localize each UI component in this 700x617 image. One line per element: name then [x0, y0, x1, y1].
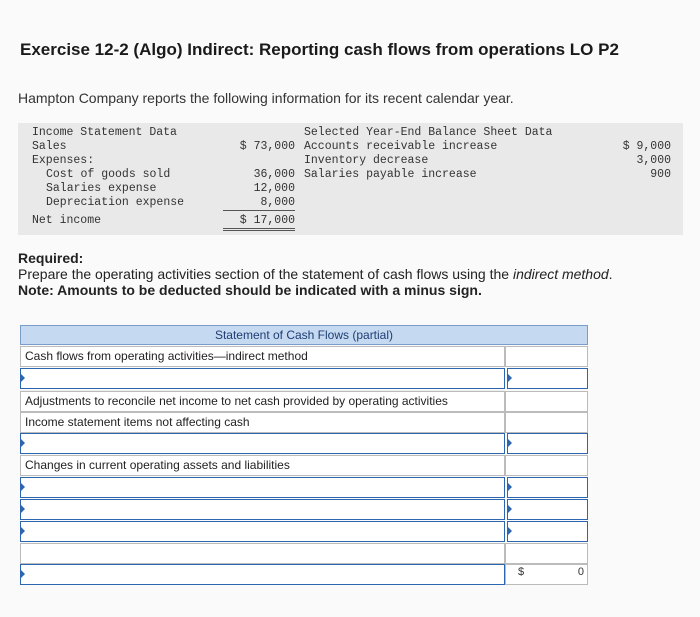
cfo-amount-cell: [505, 346, 588, 367]
dropdown-arrow-icon: [507, 504, 512, 514]
form-row-adjust: [20, 391, 588, 412]
inventory-label: Inventory decrease: [304, 154, 429, 167]
form-row-2: [20, 433, 588, 454]
form-row-noncash: [20, 412, 588, 433]
required-text-after: .: [608, 266, 613, 282]
salaries-payable-label: Salaries payable increase: [304, 168, 477, 181]
line-item-select-3[interactable]: [20, 477, 505, 498]
net-income-value: $ 17,000: [223, 214, 295, 231]
amount-input-4[interactable]: [507, 499, 588, 520]
sales-label: Sales: [32, 140, 67, 153]
form-row-total: [20, 564, 588, 585]
dropdown-arrow-icon: [507, 526, 512, 536]
dropdown-arrow-icon: [20, 526, 25, 536]
required-note: Note: Amounts to be deducted should be indicated with a minus sign.: [18, 282, 482, 298]
dropdown-arrow-icon: [20, 438, 25, 448]
form-row-1: [20, 368, 588, 389]
blank-label-6: [20, 543, 505, 564]
total-line-select[interactable]: [20, 564, 505, 585]
amount-input-5[interactable]: [507, 521, 588, 542]
salaries-label: Salaries expense: [46, 182, 157, 195]
cogs-value: 36,000: [253, 168, 295, 181]
cfo-label: Cash flows from operating activities—indirect method: [20, 346, 505, 367]
form-row-5: [20, 521, 588, 542]
line-item-select-1[interactable]: [20, 368, 505, 389]
adjust-label: Adjustments to reconcile net income to net cash provided by operating activities: [20, 391, 505, 412]
cash-flow-form: [20, 325, 588, 587]
line-item-select-2[interactable]: [20, 433, 505, 454]
page-title: Exercise 12-2 (Algo) Indirect: Reporting cash flows from operations LO P2: [20, 40, 619, 59]
ar-value: $ 9,000: [622, 140, 671, 153]
total-value: 0: [577, 566, 584, 578]
income-statement-heading: Income Statement Data: [32, 126, 177, 139]
form-header: Statement of Cash Flows (partial): [20, 325, 588, 345]
amount-input-3[interactable]: [507, 477, 588, 498]
noncash-label: Income statement items not affecting cash: [20, 412, 505, 433]
required-label: Required:: [18, 250, 84, 266]
amount-input-1[interactable]: [507, 368, 588, 389]
sales-value: $ 73,000: [239, 140, 295, 153]
blank-amount-6: [505, 543, 588, 564]
amount-input-2[interactable]: [507, 433, 588, 454]
dropdown-arrow-icon: [507, 373, 512, 383]
inventory-value: 3,000: [636, 154, 671, 167]
expenses-label: Expenses:: [32, 154, 95, 167]
salaries-value: 12,000: [253, 182, 295, 195]
salaries-payable-value: 900: [650, 168, 671, 181]
required-text-before: Prepare the operating activities section of the statement of cash flows using the: [18, 266, 513, 282]
noncash-amount-cell: [505, 412, 588, 433]
ar-label: Accounts receivable increase: [304, 140, 498, 153]
dropdown-arrow-icon: [20, 482, 25, 492]
changes-label: Changes in current operating assets and liabilities: [20, 455, 505, 476]
balance-sheet-heading: Selected Year-End Balance Sheet Data: [304, 126, 553, 139]
depreciation-label: Depreciation expense: [46, 196, 185, 209]
dropdown-arrow-icon: [507, 482, 512, 492]
form-row-changes: [20, 455, 588, 476]
form-row-3: [20, 477, 588, 498]
form-row-cfo: [20, 346, 588, 367]
dropdown-arrow-icon: [20, 569, 25, 579]
total-currency: $: [518, 566, 525, 578]
intro-text: Hampton Company reports the following information for its recent calendar year.: [18, 90, 514, 106]
given-data-box: [18, 123, 683, 235]
line-item-select-4[interactable]: [20, 499, 505, 520]
cogs-label: Cost of goods sold: [46, 168, 171, 181]
dropdown-arrow-icon: [507, 438, 512, 448]
required-text-italic: indirect method: [512, 266, 609, 282]
form-row-6: [20, 543, 588, 564]
form-row-4: [20, 499, 588, 520]
net-income-label: Net income: [32, 214, 102, 227]
changes-amount-cell: [505, 455, 588, 476]
dropdown-arrow-icon: [20, 373, 25, 383]
required-section: [18, 250, 613, 298]
depreciation-value: 8,000: [223, 196, 295, 211]
adjust-amount-cell: [505, 391, 588, 412]
dropdown-arrow-icon: [20, 504, 25, 514]
line-item-select-5[interactable]: [20, 521, 505, 542]
